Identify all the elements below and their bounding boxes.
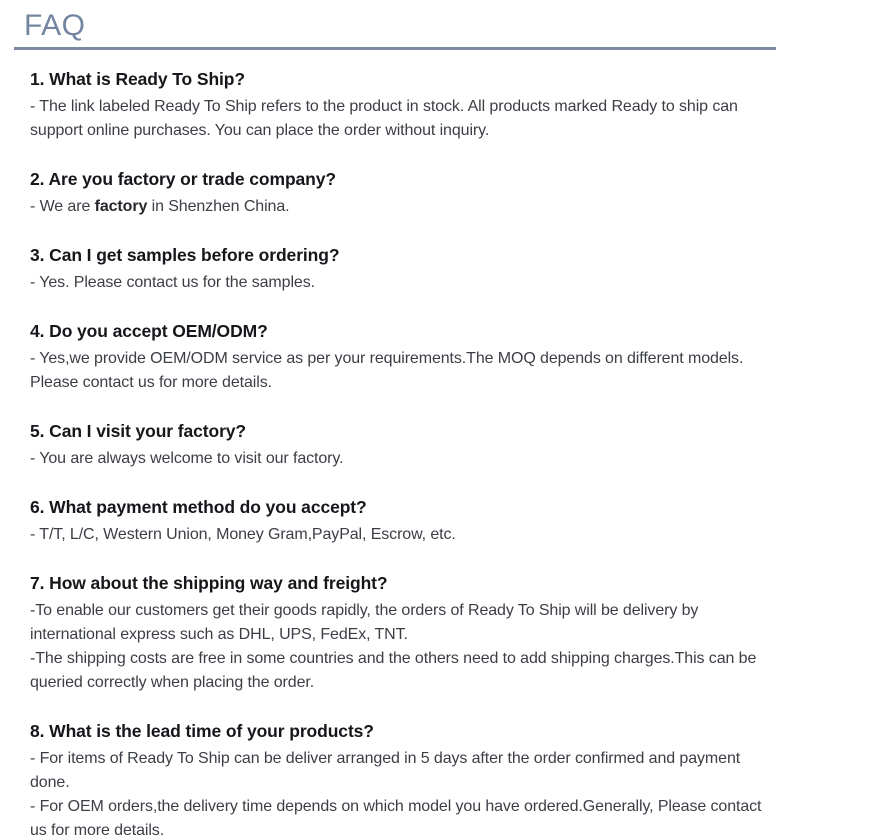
faq-question: 3. Can I get samples before ordering? xyxy=(30,245,340,265)
faq-answer-paragraph: - The link labeled Ready To Ship refers to the product in stock. All products marked Ready to ship can support online purchases. You can place the order without inquiry. xyxy=(30,98,738,139)
faq-question: 7. How about the shipping way and freight? xyxy=(30,573,388,593)
faq-answer xyxy=(30,271,770,295)
faq-answer-paragraph: -The shipping costs are free in some countries and the others need to add shipping charges.This can be queried correctly when placing the order. xyxy=(30,650,757,691)
faq-item-2 xyxy=(30,167,770,219)
faq-answer xyxy=(30,95,770,143)
faq-item-1 xyxy=(30,67,770,143)
faq-answer xyxy=(30,599,770,695)
answer-text-segment: in Shenzhen China. xyxy=(147,198,290,215)
faq-item-6 xyxy=(30,495,770,547)
faq-answer-paragraph: - Yes. Please contact us for the samples. xyxy=(30,274,315,291)
faq-item-4 xyxy=(30,319,770,395)
faq-answer-paragraph: - For items of Ready To Ship can be deliver arranged in 5 days after the order confirmed and payment done. xyxy=(30,750,741,791)
faq-question: 2. Are you factory or trade company? xyxy=(30,169,336,189)
faq-answer-paragraph: - Yes,we provide OEM/ODM service as per your requirements.The MOQ depends on different models. Please contact us for more details. xyxy=(30,350,744,391)
faq-answer xyxy=(30,347,770,395)
faq-question: 6. What payment method do you accept? xyxy=(30,497,367,517)
faq-answer xyxy=(30,747,770,837)
faq-question: 8. What is the lead time of your products? xyxy=(30,721,374,741)
answer-bold-segment: factory xyxy=(94,198,148,215)
faq-answer-paragraph xyxy=(30,195,770,219)
faq-question: 5. Can I visit your factory? xyxy=(30,421,247,441)
faq-answer-paragraph: - For OEM orders,the delivery time depends on which model you have ordered.Generally, Please contact us for more details. xyxy=(30,798,762,837)
faq-item-5 xyxy=(30,419,770,471)
faq-item-8 xyxy=(30,719,770,837)
answer-text-segment: - We are xyxy=(30,198,95,215)
faq-question: 1. What is Ready To Ship? xyxy=(30,69,245,89)
faq-answer xyxy=(30,447,770,471)
faq-section xyxy=(14,67,770,837)
faq-answer-paragraph: - You are always welcome to visit our factory. xyxy=(30,450,344,467)
faq-answer xyxy=(30,195,770,219)
faq-answer xyxy=(30,523,770,547)
faq-question: 4. Do you accept OEM/ODM? xyxy=(30,321,268,341)
faq-answer-paragraph: -To enable our customers get their goods rapidly, the orders of Ready To Ship will be delivery by international express such as DHL, UPS, FedEx, TNT. xyxy=(30,602,699,643)
faq-item-3 xyxy=(30,243,770,295)
page-title: FAQ xyxy=(24,9,86,42)
faq-answer-paragraph: - T/T, L/C, Western Union, Money Gram,PayPal, Escrow, etc. xyxy=(30,526,456,543)
title-divider xyxy=(14,8,776,50)
faq-item-7 xyxy=(30,571,770,695)
